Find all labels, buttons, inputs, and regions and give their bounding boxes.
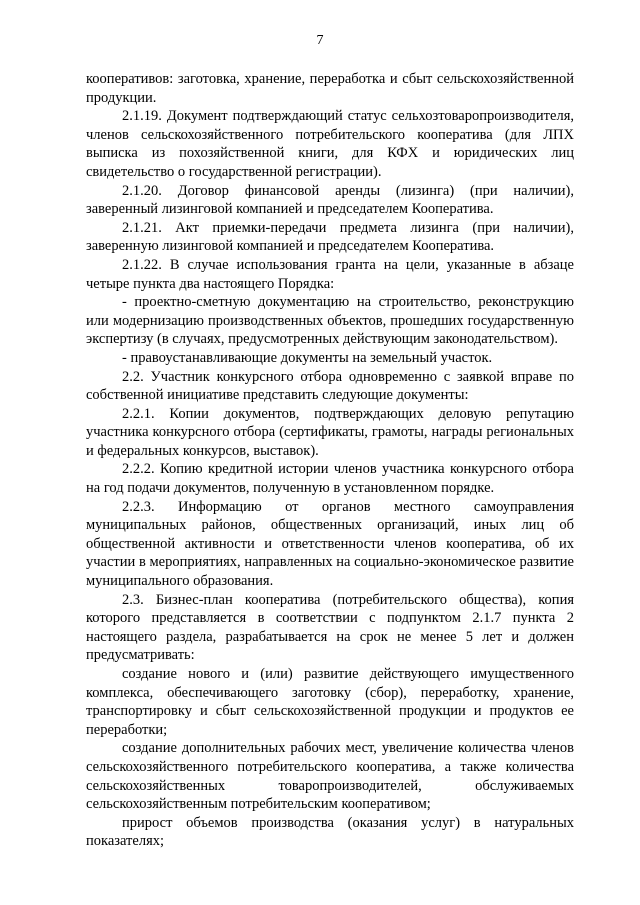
paragraph: 2.1.22. В случае использования гранта на цели, указанные в абзаце четыре пункта два настоящего Порядка: [86, 256, 574, 292]
paragraph: 2.1.21. Акт приемки-передачи предмета лизинга (при наличии), заверенную лизинговой компанией и председателем Кооператива. [86, 219, 574, 255]
paragraph: - проектно-сметную документацию на строительство, реконструкцию или модернизацию производственных объектов, прошедших государственную экспертизу (в случаях, предусмотренных действующим законодательством). [86, 294, 574, 348]
paragraph: прирост объемов производства (оказания услуг) в натуральных показателях; [86, 814, 574, 850]
paragraph: - правоустанавливающие документы на земельный участок. [122, 349, 493, 366]
paragraph: создание нового и (или) развитие действующего имущественного комплекса, обеспечивающего заготовку (сбор), переработку, хранение, транспортировку и сбыт сельскохозяйственной продукции и продуктов ее переработки; [86, 666, 574, 738]
paragraph: 2.2.3. Информацию от органов местного самоуправления муниципальных районов, общественных организаций, иных лиц об общественной активности и ответственности членов кооператива, об их участии в мероприятиях, направленных на социально-экономическое развитие муниципального образования. [86, 498, 574, 590]
paragraph: 2.2.1. Копии документов, подтверждающих деловую репутацию участника конкурсного отбора (сертификаты, грамоты, награды региональных и федеральных конкурсов, выставок). [86, 405, 574, 459]
paragraph: 2.2.2. Копию кредитной истории членов участника конкурсного отбора на год подачи документов, полученную в установленном порядке. [86, 461, 574, 497]
paragraph: 2.3. Бизнес-план кооператива (потребительского общества), копия которого представляется в соответствии с подпунктом 2.1.7 пункта 2 настоящего раздела, разрабатывается на срок не менее 5 лет и должен предусматривать: [86, 591, 574, 664]
paragraph: кооперативов: заготовка, хранение, переработка и сбыт сельскохозяйственной продукции. [86, 71, 574, 106]
paragraph: 2.1.19. Документ подтверждающий статус сельхозтоваропроизводителя, членов сельскохозяйственного потребительского кооператива (для ЛПХ выписка из похозяйственной книги, для КФХ и юридических лиц свидетельство о государственной регистрации). [86, 108, 574, 180]
paragraph: создание дополнительных рабочих мест, увеличение количества членов сельскохозяйственного потребительского кооператива, а также количества сельскохозяйственных товаропроизводителей, обслуживаемых сельскохозяйственным потребительским кооперативом; [86, 740, 574, 813]
paragraph: 2.1.20. Договор финансовой аренды (лизинга) (при наличии), заверенный лизинговой компанией и председателем Кооператива. [86, 182, 574, 218]
page-number: 7 [316, 33, 324, 48]
paragraph: 2.2. Участник конкурсного отбора одновременно с заявкой вправе по собственной инициативе представить следующие документы: [86, 368, 574, 404]
document-body [86, 70, 574, 851]
